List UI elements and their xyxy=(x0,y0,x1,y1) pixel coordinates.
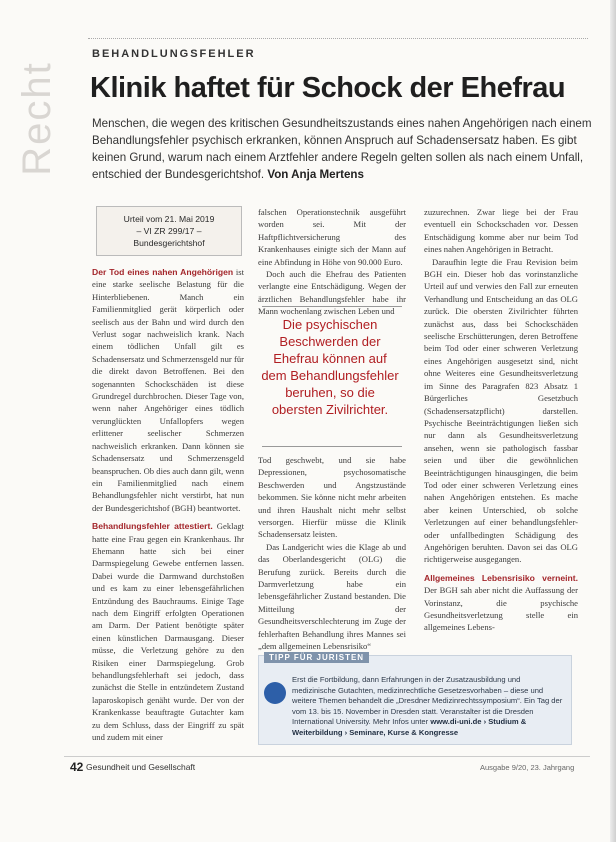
quote-rule-bottom xyxy=(262,446,402,447)
paragraph-text: ist eine starke seelische Belastung für die Hinterbliebenen. Manch ein Familienmitglied gerät körperlich oder seelisch aus der Bahn und wird durch den Verlust sogar nachweislich krank. Nach einem tödlichen Unfall gilt es Schadensersatz und Schmerzensgeld nur für die direkt davon Betroffenen. Bei den sogenannten Schockschäden ist diese Grundregel durchbrochen. Dieser Tage von, wenn naher Angehöriger eines tödlich verunglückten Unfallopfers wegen erlittener seelischer Schmerzen nachweislich erkranken. Dann können sie Schadensersatz und Schmerzensgeld beanspruchen. Ob dies auch dann gilt, wenn ein Familienmitglied nach einem Behandlungsfehler nicht verstirbt, hat nun der Bundesgerichtshof (BGH) beantwortet. xyxy=(92,267,244,513)
footer-rule xyxy=(64,756,590,757)
pull-quote: Die psychischen Beschwerden der Ehefrau können auf dem Behandlungsfehler beruhen, so die obersten Zivilrichter. xyxy=(261,317,399,417)
article-lead xyxy=(92,115,592,183)
footer-label: Gesundheit und Gesellschaft xyxy=(86,762,196,772)
paragraph: Daraufhin legte die Frau Revision beim BGH ein. Dieser hob das vorinstanzliche Urteil auf und verwies den Fall zur erneuten Verhandlung und Entscheidung an das OLG zurück. Die obersten Zivilrichter führten zunächst aus, dass bei Schockschäden seelische Erschütterungen, deren Betroffene beim Tod oder einer schweren Verletzung eines Angehörigen ausgesetzt sind, nicht ohne Weiteres eine Gesundheitsverletzung im Sinne des Paragrafen 823 Absatz 1 Bürgerliches Gesetzbuch (Schadensersatzpflicht) darstellen. Psychische Beeinträchtigungen ließen sich nur dann als Gesundheitsverletzung ansehen, wenn sie pathologisch fassbar seien und über die gewöhnlichen Beeinträchtigungen hinausgingen, die beim Tod oder einer schweren Verletzung eines nahen Angehörigen entstehen. Es mache aber keinen Unterschied, ob solche Verletzungen auf einer behandlungsfehler- oder unfallbedingten Schädigung des Angehörigen beruhten. Davon sei das OLG richtigerweise ausgegangen. xyxy=(424,256,578,565)
globe-icon xyxy=(264,682,286,704)
paragraph: Tod geschwebt, und sie habe Depressionen, psychosomatische Beschwerden und Angstzustände bekommen. Sie könne nicht mehr arbeiten und ihren Haushalt nicht mehr selbst versorgen. Hierfür müsse die Klinik Schadensersatz leisten. xyxy=(258,455,406,540)
top-rule xyxy=(88,38,588,39)
column-3 xyxy=(424,206,578,634)
subhead: Behandlungsfehler attestiert. xyxy=(92,521,213,532)
tip-text xyxy=(292,675,564,738)
article-title: Klinik haftet für Schock der Ehefrau xyxy=(90,72,566,104)
tip-heading: TIPP FÜR JURISTEN xyxy=(264,652,369,663)
ruling-court: Bundesgerichtshof xyxy=(133,238,205,248)
paragraph: Doch auch die Ehefrau des Patienten verlangte eine Entschädigung. Wegen der ärztlichen Behandlungsfehler habe ihr Mann wochenlang zwischen Leben und xyxy=(258,269,406,317)
column-2-top xyxy=(258,206,406,318)
section-vertical-label: Recht xyxy=(14,61,59,176)
ruling-docket: – VI ZR 299/17 – xyxy=(136,226,202,236)
paragraph-text: Geklagt hatte eine Frau gegen ein Krankenhaus. Ihr Ehemann hatte sich bei einer Darmspiegelung Gewebe entfernen lassen. Dabei wurde die Darmwand durchstoßen und es kam zu einer lebensgefährlichen Entzündung des Bauchraums. Einige Tage nach dem Eingriff erfolgten Operationen am Darm. Der Patient benötigte später einen künstlichen Darmausgang. Dieser müsse, die Verletzung gehöre zu den Risiken einer Darmspiegelung. Grob behandlungsfehlerhaft sei jedoch, dass zunächst die Stelle in entzündetem Zustand laparoskopisch genäht wurde. Der von der Krankenkasse beauftragte Gutachter kam zu dem Schluss, dass der Eingriff zu spät und zudem mit einer xyxy=(92,521,245,743)
paragraph-text: Der BGH sah aber nicht die Auffassung der Vorinstanz, die psychische Gesundheitsverletzung stelle ein allgemeines Lebens- xyxy=(424,585,578,633)
tip-link[interactable]: www.di-uni.de › Studium & Weiterbildung › Seminare, Kurse & Kongresse xyxy=(292,717,527,737)
lead-text: Menschen, die wegen des kritischen Gesundheitszustands eines nahen Angehörigen nach einem Behandlungsfehler psychisch erkranken, können Anspruch auf Schadensersatz haben. Es gibt keinen Grund, warum nach einem Arztfehler andere Regeln gelten sollen als nach einem Unfall, entschied der Bundesgerichtshof. xyxy=(92,117,592,181)
page-edge-shadow xyxy=(610,0,616,842)
paragraph: Das Landgericht wies die Klage ab und das Oberlandesgericht (OLG) die Berufung zurück. Bereits durch die Darmverletzung habe ein lebensgefährlicher Zustand bestanden. Die Mitteilung der Gesundheitsverschlechterung im Zuge der fehlerhaften Behandlung ihres Mannes sei „dem allgemeinen Lebensrisiko“ xyxy=(258,541,406,652)
paragraph: falschen Operationstechnik ausgeführt worden sei. Mit der Haftpflichtversicherung des Krankenhauses einigte sich der Mann auf eine Abfindung in Höhe von 90.000 Euro. xyxy=(258,207,406,267)
ruling-infobox xyxy=(96,206,242,256)
author-line: Von Anja Mertens xyxy=(267,168,364,181)
paragraph xyxy=(92,520,244,743)
subhead: Der Tod eines nahen Angehörigen xyxy=(92,267,234,277)
kicker: BEHANDLUNGSFEHLER xyxy=(92,48,256,60)
quote-rule-top xyxy=(262,306,402,307)
paragraph xyxy=(424,572,578,634)
paragraph: zuzurechnen. Zwar liege bei der Frau eventuell ein Schockschaden vor. Dessen Entschädigung komme aber nur beim Tod eines nahen Angehörigen in Betracht. xyxy=(424,207,578,255)
footer-issue: Ausgabe 9/20, 23. Jahrgang xyxy=(480,763,575,772)
subhead: Allgemeines Lebensrisiko verneint. xyxy=(424,572,578,583)
paragraph xyxy=(92,266,244,514)
column-2-bottom xyxy=(258,454,406,653)
page-number: 42 xyxy=(70,760,84,774)
column-1 xyxy=(92,266,244,743)
tip-body: Erst die Fortbildung, dann Erfahrungen in der Zusatzausbildung und medizinische Gutachten, medizinrechtliche Gesetzesvorhaben – diese und weitere Themen behandelt die „Dresdner Medizinrechtssymposium“. Ein Tag der vom 13. bis 15. November in Dresden statt. Veranstalter ist die Dresden International University. Mehr Infos unter xyxy=(292,675,563,726)
ruling-date: Urteil vom 21. Mai 2019 xyxy=(123,214,215,224)
